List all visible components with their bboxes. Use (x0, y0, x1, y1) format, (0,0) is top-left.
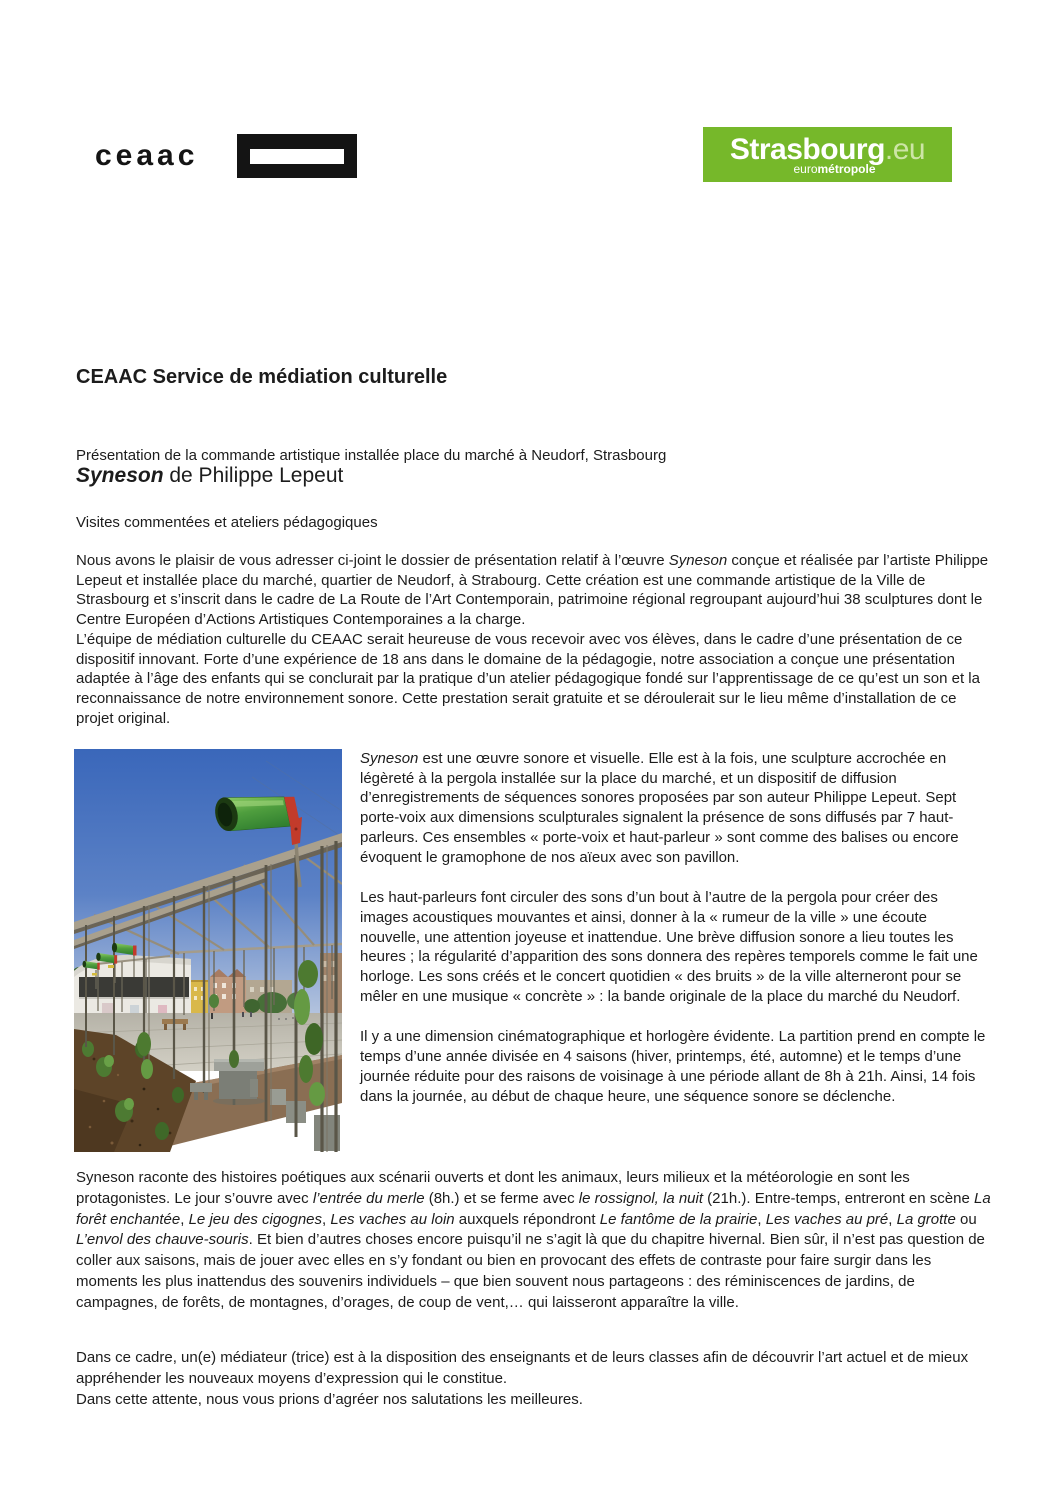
paragraph-dimension: Il y a une dimension cinématographique et horlogère évidente. La partition prend en compte le temps d’une année divisée en 4 saisons (hiver, printemps, été, automne) et le temps d’une journée réduite pour des raisons de voisinage à une période allant de 8h à 21h. Ainsi, 14 fois dans la journée, au début de chaque heure, une séquence sonore se déclenche. (360, 1028, 986, 1105)
tagline: Visites commentées et ateliers pédagogiques (76, 514, 378, 531)
stories-block (76, 1168, 991, 1314)
work-title: Syneson (76, 464, 164, 487)
work-title-author: de Philippe Lepeut (163, 464, 344, 487)
strasbourg-logo-tld: .eu (884, 132, 926, 166)
photo-side-text (360, 749, 990, 1127)
strasbourg-logo-subtitle: eurométropole (793, 161, 876, 176)
black-rectangle-logo (237, 134, 357, 178)
paragraph-intro-2: L’équipe de médiation culturelle du CEAAC serait heureuse de vous recevoir avec vos élèves, dans le cadre d’une présentation de ce dispositif innovant. Forte d’une expérience de 18 ans dans le domaine de la pédagogie, notre association a conçue une présentation adaptée à l’âge des enfants qui se conclurait par la pratique d’un atelier pédagogique fondé sur l’apprentissage de ce qu’est un son et la reconnaissance de notre environnement sonore. Cette prestation serait gratuite et se déroulerait sur le lieu même d’installation de ce projet original. (76, 630, 980, 727)
black-rectangle-logo-bar (250, 149, 344, 164)
paragraph-syneson-stories: Syneson raconte des histoires poétiques aux scénarii ouverts et dont les animaux, leurs milieux et la météorologie en sont les protagonistes. Le jour s’ouvre avec l’entrée du merle (8h.) et se ferme avec le rossignol, la nuit (21h.). Entre-temps, entreront en scène La forêt enchantée, Le jeu des cigognes, Les vaches au loin auxquels répondront Le fantôme de la prairie, Les vaches au pré, La grotte ou L’envol des chauve-souris. Et bien d’autres choses encore puisqu’il ne s’agit là que du chapitre hivernal. Bien sûr, il n’est pas question de coller aux saisons, mais de jouer avec elles en s’y fondant ou bien en provocant des effets de contraste pour faire surgir dans les moments les plus inattendus des souvenirs individuels – que bien souvent nous partageons : des réminiscences de jardins, de campagnes, de forêts, de montagnes, d’orages, de coup de vent,… qui laisseront apparaître la ville. (76, 1169, 991, 1311)
paragraph-syneson-work: Syneson est une œuvre sonore et visuelle. Elle est à la fois, une sculpture accrochée en légèreté à la pergola installée sur la place du marché, et un dispositif de diffusion d’enregistrements de séquences sonores proposées par son auteur Philippe Lepeut. Sept porte-voix aux dimensions sculpturales signalent la présence de sons diffusés par 7 haut-parleurs. Ces ensembles « porte-voix et haut-parleur » sont comme des balises ou encore évoquent le gramophone de nos aïeux avec son pavillon. (360, 750, 959, 866)
subtitle-presentation: Présentation de la commande artistique installée place du marché à Neudorf, Strasbourg (76, 447, 667, 464)
paragraph-intro-1: Nous avons le plaisir de vous adresser ci-joint le dossier de présentation relatif à l’œuvre Syneson conçue et réalisée par l’artiste Philippe Lepeut et installée place du marché, quartier de Neudorf, à Strabourg. Cette création est une commande artistique de la Ville de Strasbourg et s’inscrit dans le cadre de La Route de l’Art Contemporain, patrimoine régional regroupant aujourd’hui 38 sculptures dont le Centre Européen d’Actions Artistiques Contemporaines a la charge. (76, 552, 989, 629)
page-title: CEAAC Service de médiation culturelle (76, 366, 448, 388)
closing-block (76, 1348, 991, 1410)
work-title-line (76, 464, 343, 488)
paragraph-loudspeakers: Les haut-parleurs font circuler des sons d’un bout à l’autre de la pergola pour créer des images acoustiques mouvantes et ainsi, donner à la « rumeur de la ville » une écoute nouvelle, une attention joyeuse et inattendue. Une brève diffusion sonore a lieu toutes les heures ; la régularité d’apparition des sons donnera des repères temporels comme le fait une horloge. Les sons créés et le concert quotidien « des bruits » de la ville alterneront pour se mêler en une musique « concrète » : la bande originale de la place du marché du Neudorf. (360, 889, 978, 1005)
strasbourg-logo-wordmark: Strasbourg.eu (729, 132, 926, 166)
syneson-pergola-photo (74, 749, 342, 1152)
strasbourg-eu-logo (703, 127, 952, 182)
paragraph-closing-1: Dans ce cadre, un(e) médiateur (trice) est à la disposition des enseignants et de leurs classes afin de découvrir l’art actuel et de mieux appréhender les nouveaux moyens d’expression qui le constitue. (76, 1349, 969, 1387)
ceaac-logo: ceaac (95, 139, 199, 172)
intro-block (76, 551, 991, 728)
paragraph-closing-2: Dans cette attente, nous vous prions d’agréer nos salutations les meilleures. (76, 1390, 583, 1408)
